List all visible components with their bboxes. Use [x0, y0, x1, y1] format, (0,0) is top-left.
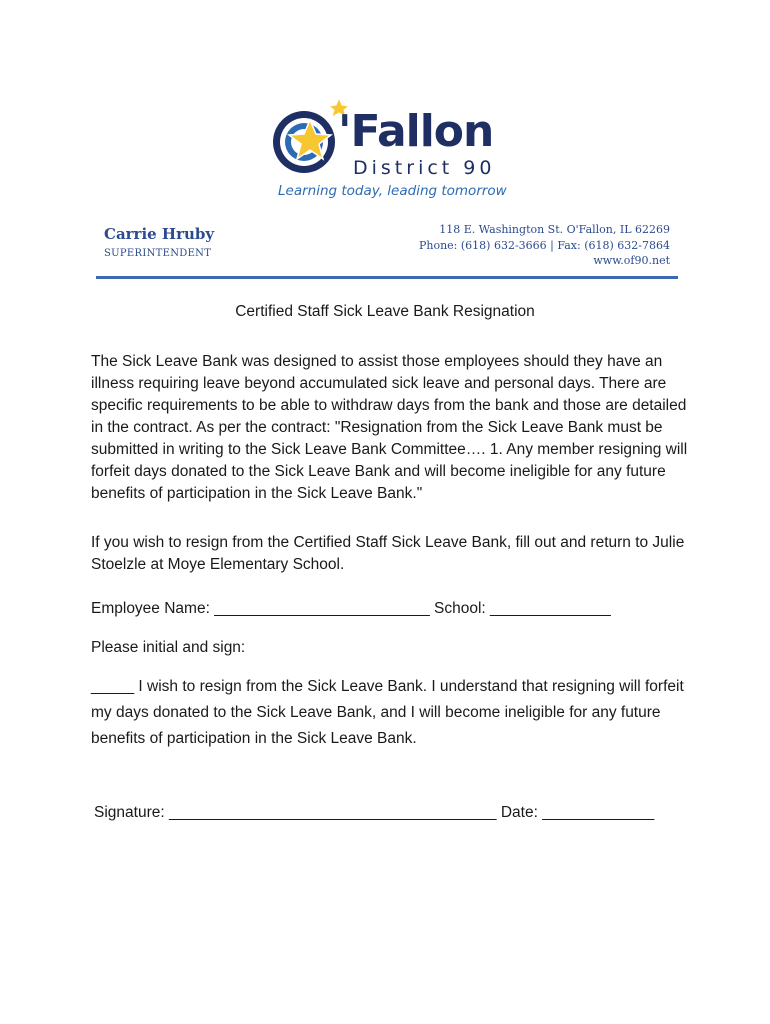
intro-paragraph	[91, 351, 691, 505]
district-logo	[268, 98, 508, 208]
initial-prompt	[91, 637, 691, 659]
resignation-statement	[91, 674, 691, 752]
paragraph-return: If you wish to resign from the Certified Staff Sick Leave Bank, fill out and return to Julie Stoelzle at Moye Elementary School.	[91, 534, 685, 573]
superintendent-name: Carrie Hruby	[104, 225, 215, 243]
employee-line	[91, 598, 691, 620]
logo-district: District 90	[353, 157, 496, 179]
phone-fax: Phone: (618) 632-3666 | Fax: (618) 632-7864	[418, 238, 670, 252]
statement-text: _____ I wish to resign from the Sick Leave Bank. I understand that resigning will forfeit my days donated to the Sick Leave Bank, and I will become ineligible for any future benefits of participation in the Sick Leave Bank.	[91, 678, 684, 747]
logo-wordmark: 'Fallon	[338, 106, 494, 157]
employee-school-field: Employee Name: _________________________ School: ______________	[91, 600, 611, 617]
superintendent-block	[104, 224, 214, 262]
address: 118 E. Washington St. O'Fallon, IL 62269	[439, 223, 670, 236]
contact-block	[419, 222, 670, 269]
document-title: Certified Staff Sick Leave Bank Resignation	[235, 303, 535, 320]
logo-tagline: Learning today, leading tomorrow	[278, 183, 507, 199]
paragraph-contract: The Sick Leave Bank was designed to assist those employees should they have an illness requiring leave beyond accumulated sick leave and personal days. There are specific requirements to be able to withdraw days from the bank and those are detailed in the contract. As per the contract: "Resignation from the Sick Leave Bank must be submitted in writing to the Sick Leave Bank Committee…. 1. Any member resigning will forfeit days donated to the Sick Leave Bank and will become ineligible for any future benefits of participation in the Sick Leave Bank."	[91, 353, 688, 502]
initial-sign-prompt: Please initial and sign:	[91, 639, 246, 656]
signature-date-field: Signature: ______________________________________ Date: _____________	[94, 804, 655, 821]
instructions-paragraph	[91, 532, 691, 576]
website: www.of90.net	[593, 254, 670, 267]
superintendent-title: SUPERINTENDENT	[104, 248, 212, 259]
signature-line	[94, 802, 694, 824]
header-divider	[96, 276, 678, 279]
